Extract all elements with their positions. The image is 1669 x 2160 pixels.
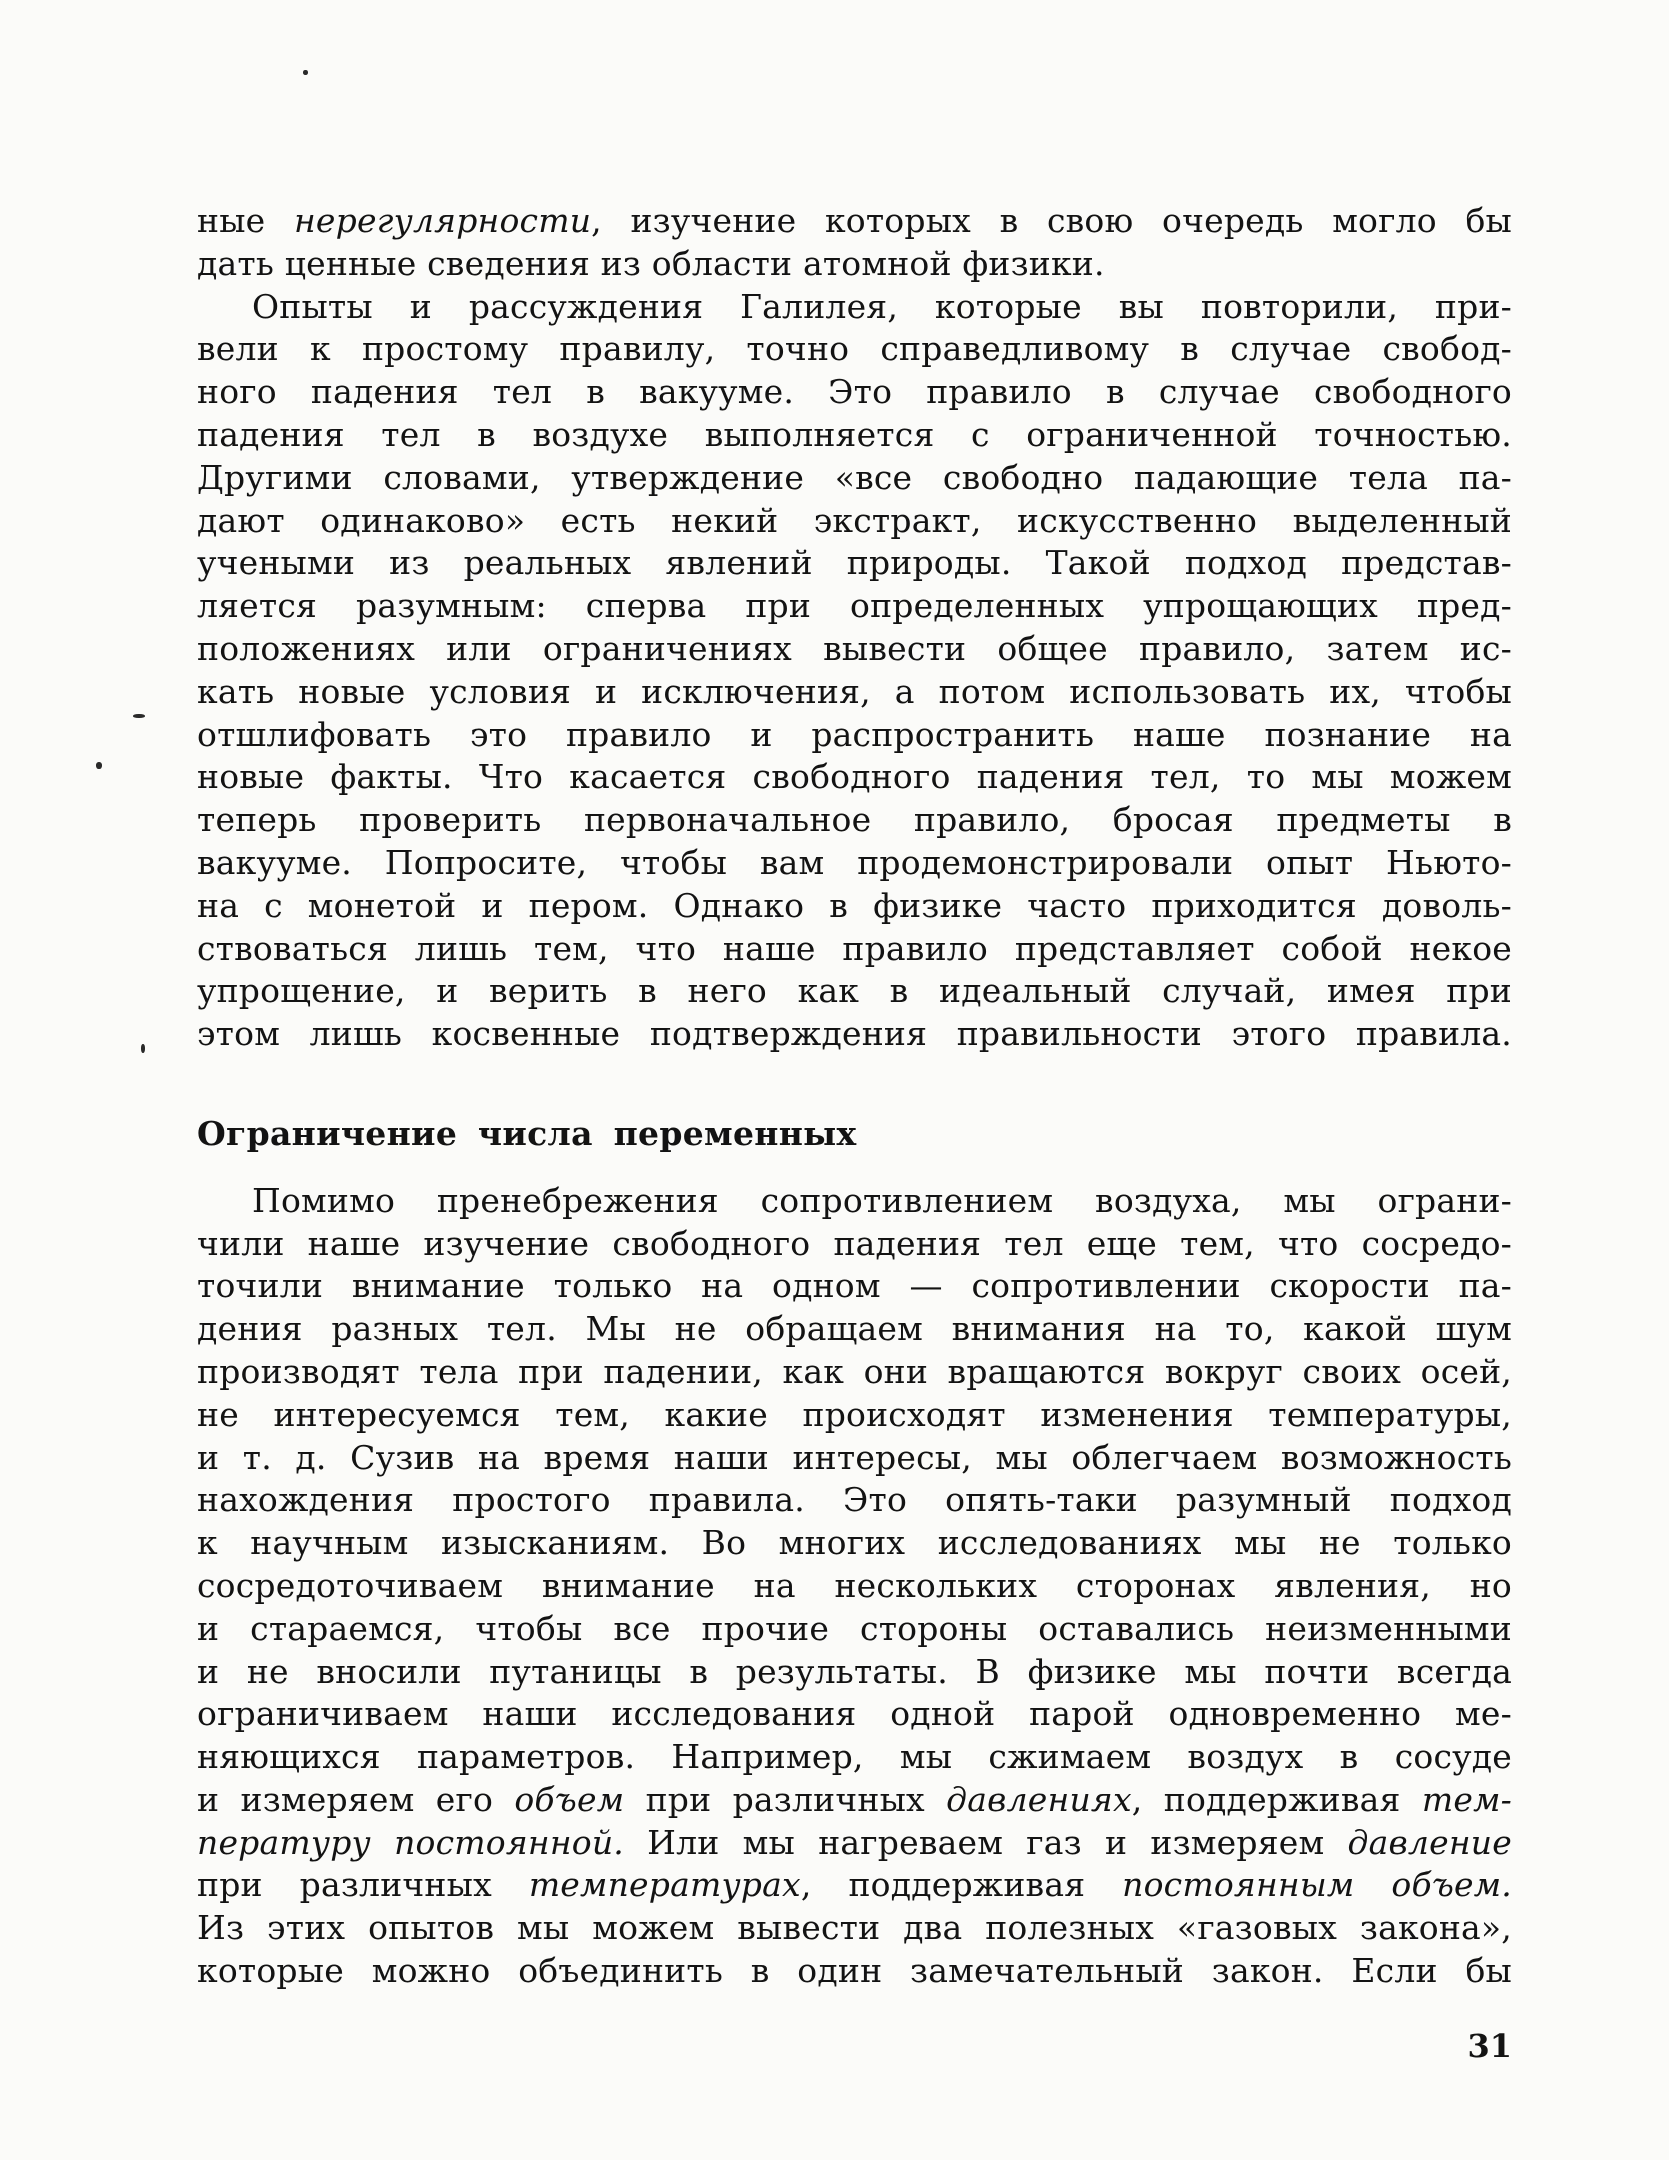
text-line: пературу постоянной. Или мы нагреваем газ и измеряем давление xyxy=(197,1822,1512,1862)
text-line: дения разных тел. Мы не обращаем внимания на то, какой шум xyxy=(197,1309,1512,1349)
text-line: теперь проверить первоначальное правило, бросая предметы в xyxy=(197,800,1512,840)
scan-artifact xyxy=(141,1044,145,1053)
text-line: Опыты и рассуждения Галилея, которые вы повторили, при- xyxy=(252,286,1512,326)
text-line: и измеряем его объем при различных давлениях, поддерживая тем- xyxy=(197,1779,1512,1819)
scan-artifact xyxy=(133,714,145,718)
text-line: на с монетой и пером. Однако в физике часто приходится доволь- xyxy=(197,885,1512,925)
body-paragraph xyxy=(197,286,1512,1056)
text-line: нахождения простого правила. Это опять-таки разумный подход xyxy=(197,1480,1512,1520)
body-paragraph xyxy=(197,200,1512,286)
scan-artifact xyxy=(96,762,102,769)
text-line: Другими словами, утверждение «все свободно падающие тела па- xyxy=(197,457,1512,497)
text-line: новые факты. Что касается свободного падения тел, то мы можем xyxy=(197,757,1512,797)
text-line: Из этих опытов мы можем вывести два полезных «газовых закона», xyxy=(197,1908,1512,1948)
text-line: ствоваться лишь тем, что наше правило представляет собой некое xyxy=(197,928,1512,968)
text-line: падения тел в воздухе выполняется с ограниченной точностью. xyxy=(197,414,1512,454)
text-line: вакууме. Попросите, чтобы вам продемонстрировали опыт Ньюто- xyxy=(197,842,1512,882)
text-line: вели к простому правилу, точно справедливому в случае свобод- xyxy=(197,329,1512,369)
body-paragraph xyxy=(197,1180,1512,1993)
text-line: не интересуемся тем, какие происходят изменения температуры, xyxy=(197,1394,1512,1434)
text-line: при различных температурах, поддерживая постоянным объем. xyxy=(197,1865,1512,1905)
text-line: кать новые условия и исключения, а потом использовать их, чтобы xyxy=(197,671,1512,711)
text-line: которые можно объединить в один замечательный закон. Если бы xyxy=(197,1951,1512,1991)
text-line: сосредоточиваем внимание на нескольких сторонах явления, но xyxy=(197,1565,1512,1605)
text-line: Помимо пренебрежения сопротивлением воздуха, мы ограни- xyxy=(252,1180,1512,1220)
text-line: учеными из реальных явлений природы. Такой подход представ- xyxy=(197,543,1512,583)
page-number: 31 xyxy=(1467,2027,1512,2065)
text-line: упрощение, и верить в него как в идеальный случай, имея при xyxy=(197,971,1512,1011)
text-line: дать ценные сведения из области атомной физики. xyxy=(197,243,1105,283)
text-line: ного падения тел в вакууме. Это правило в случае свободного xyxy=(197,372,1512,412)
scan-artifact xyxy=(303,70,308,75)
text-column xyxy=(197,200,1512,1993)
text-line: этом лишь косвенные подтверждения правильности этого правила. xyxy=(197,1014,1512,1054)
text-line: ляется разумным: сперва при определенных упрощающих пред- xyxy=(197,586,1512,626)
text-line: и не вносили путаницы в результаты. В физике мы почти всегда xyxy=(197,1651,1512,1691)
text-line: ограничиваем наши исследования одной парой одновременно ме- xyxy=(197,1694,1512,1734)
text-line: точили внимание только на одном — сопротивлении скорости па- xyxy=(197,1266,1512,1306)
text-line: к научным изысканиям. Во многих исследованиях мы не только xyxy=(197,1523,1512,1563)
text-line: няющихся параметров. Например, мы сжимаем воздух в сосуде xyxy=(197,1737,1512,1777)
text-line: дают одинаково» есть некий экстракт, искусственно выделенный xyxy=(197,500,1512,540)
text-line: и т. д. Сузив на время наши интересы, мы облегчаем возможность xyxy=(197,1437,1512,1477)
text-line: отшлифовать это правило и распространить наше познание на xyxy=(197,714,1512,754)
text-line: ные нерегулярности, изучение которых в свою очередь могло бы xyxy=(197,201,1512,240)
text-line: положениях или ограничениях вывести общее правило, затем ис- xyxy=(197,628,1512,668)
text-line: и стараемся, чтобы все прочие стороны оставались неизменными xyxy=(197,1608,1512,1648)
section-heading: Ограничение числа переменных xyxy=(197,1113,857,1153)
text-line: производят тела при падении, как они вращаются вокруг своих осей, xyxy=(197,1351,1512,1391)
text-line: чили наше изучение свободного падения тел еще тем, что сосредо- xyxy=(197,1223,1512,1263)
